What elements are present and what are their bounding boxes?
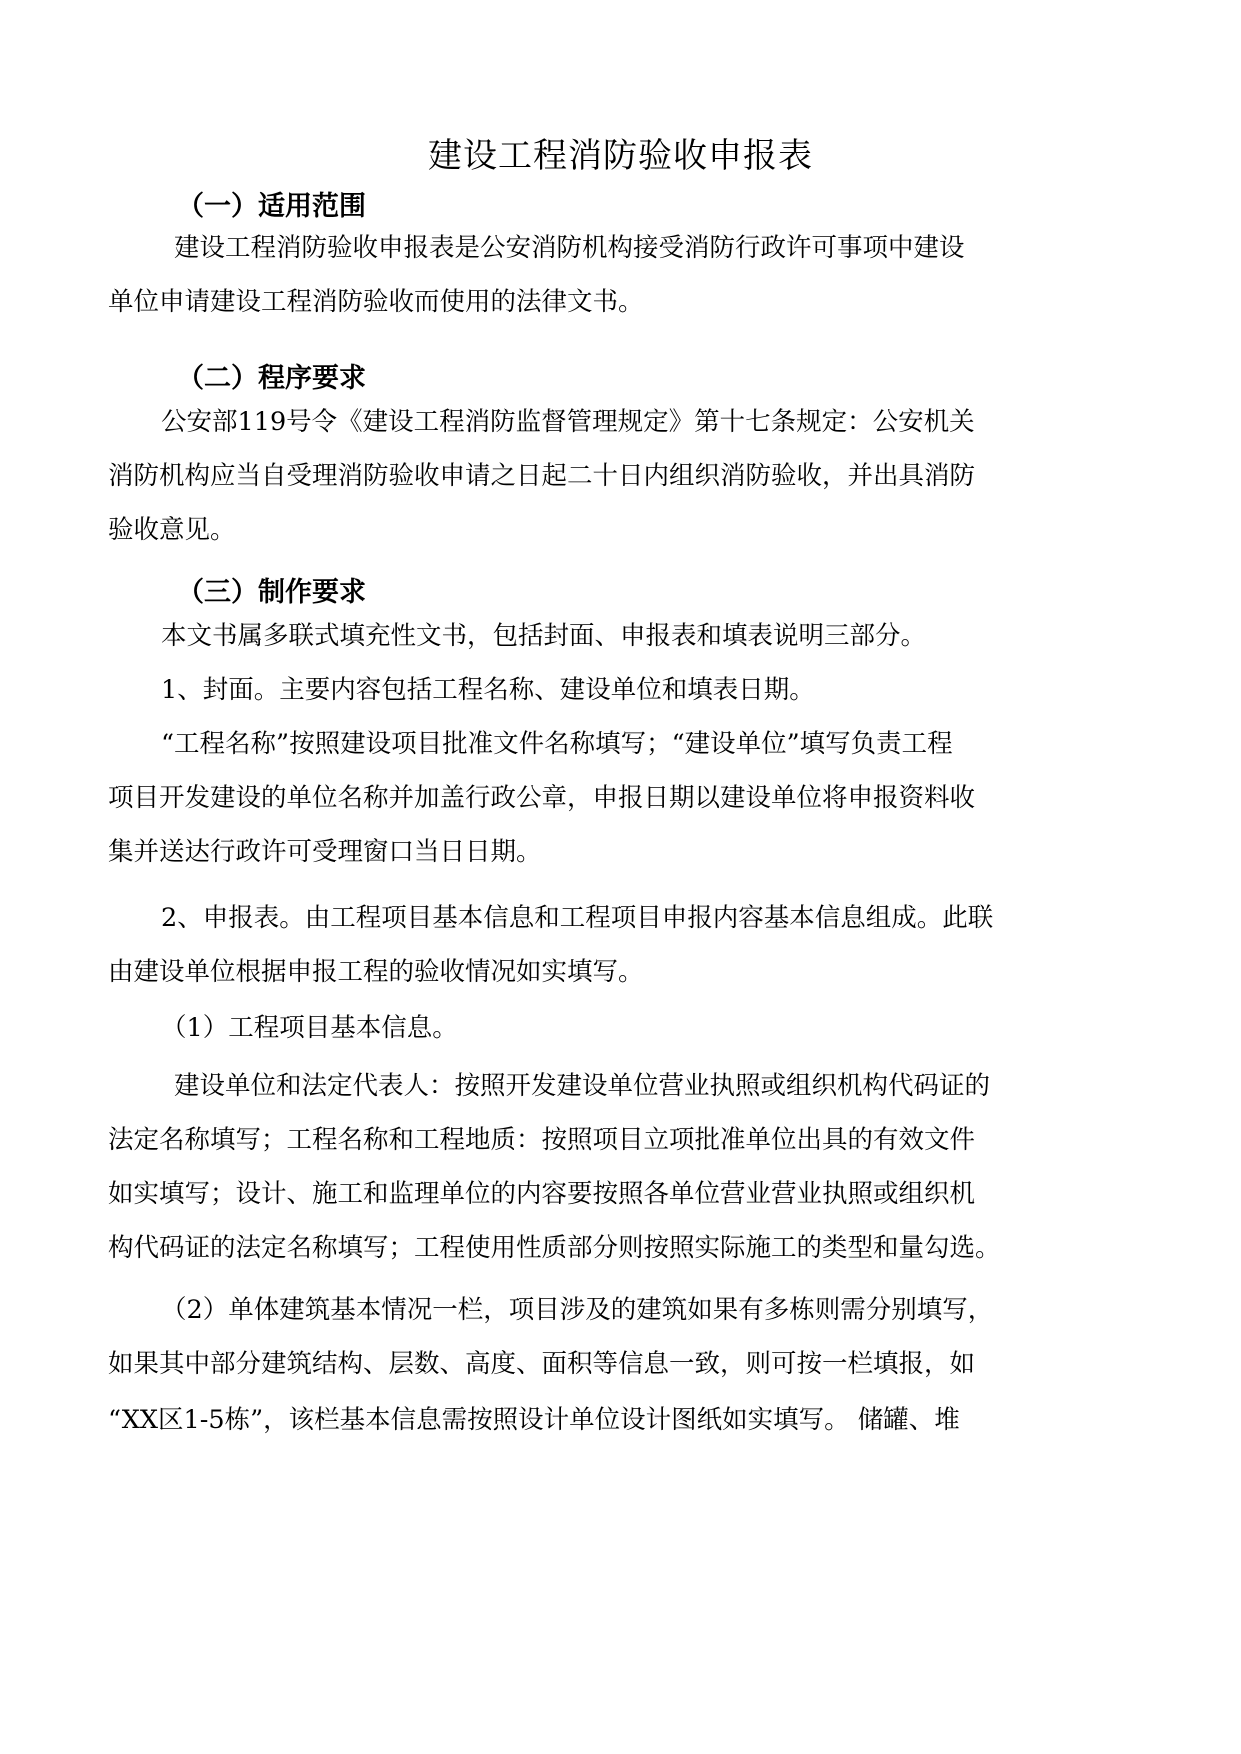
paragraph-line: 项目开发建设的单位名称并加盖行政公章，申报日期以建设单位将申报资料收	[108, 783, 976, 813]
paragraph-line: 如实填写；设计、施工和监理单位的内容要按照各单位营业营业执照或组织机	[108, 1179, 976, 1209]
paragraph-line: 建设工程消防验收申报表是公安消防机构接受消防行政许可事项中建设	[174, 233, 965, 263]
paragraph-line: 验收意见。	[108, 515, 236, 545]
section-heading-procedure: （二）程序要求	[177, 363, 366, 394]
paragraph-line: “工程名称”按照建设项目批准文件名称填写；“建设单位”填写负责工程	[161, 729, 953, 759]
paragraph-line: （2）单体建筑基本情况一栏，项目涉及的建筑如果有多栋则需分别填写，	[161, 1295, 994, 1325]
paragraph-line: “XX区1-5栋”，该栏基本信息需按照设计单位设计图纸如实填写。 储罐、堆	[108, 1405, 960, 1435]
paragraph-line: 2、申报表。由工程项目基本信息和工程项目申报内容基本信息组成。此联	[161, 903, 994, 933]
paragraph-line: 公安部119号令《建设工程消防监督管理规定》第十七条规定：公安机关	[161, 407, 975, 437]
paragraph-line: 本文书属多联式填充性文书，包括封面、申报表和填表说明三部分。	[161, 621, 927, 651]
paragraph-line: 集并送达行政许可受理窗口当日日期。	[108, 837, 542, 867]
paragraph-line: （1）工程项目基本信息。	[161, 1013, 458, 1043]
paragraph-line: 单位申请建设工程消防验收而使用的法律文书。	[108, 287, 644, 317]
paragraph-line: 法定名称填写；工程名称和工程地质：按照项目立项批准单位出具的有效文件	[108, 1125, 976, 1155]
paragraph-line: 1、封面。主要内容包括工程名称、建设单位和填表日期。	[161, 675, 815, 705]
paragraph-line: 建设单位和法定代表人：按照开发建设单位营业执照或组织机构代码证的	[174, 1071, 991, 1101]
paragraph-line: 构代码证的法定名称填写；工程使用性质部分则按照实际施工的类型和量勾选。	[108, 1233, 1001, 1263]
paragraph-line: 消防机构应当自受理消防验收申请之日起二十日内组织消防验收，并出具消防	[108, 461, 976, 491]
page-title: 建设工程消防验收申报表	[428, 136, 813, 176]
section-heading-production: （三）制作要求	[177, 577, 366, 608]
section-heading-scope: （一）适用范围	[177, 191, 366, 222]
paragraph-line: 如果其中部分建筑结构、层数、高度、面积等信息一致，则可按一栏填报，如	[108, 1349, 976, 1379]
paragraph-line: 由建设单位根据申报工程的验收情况如实填写。	[108, 957, 644, 987]
